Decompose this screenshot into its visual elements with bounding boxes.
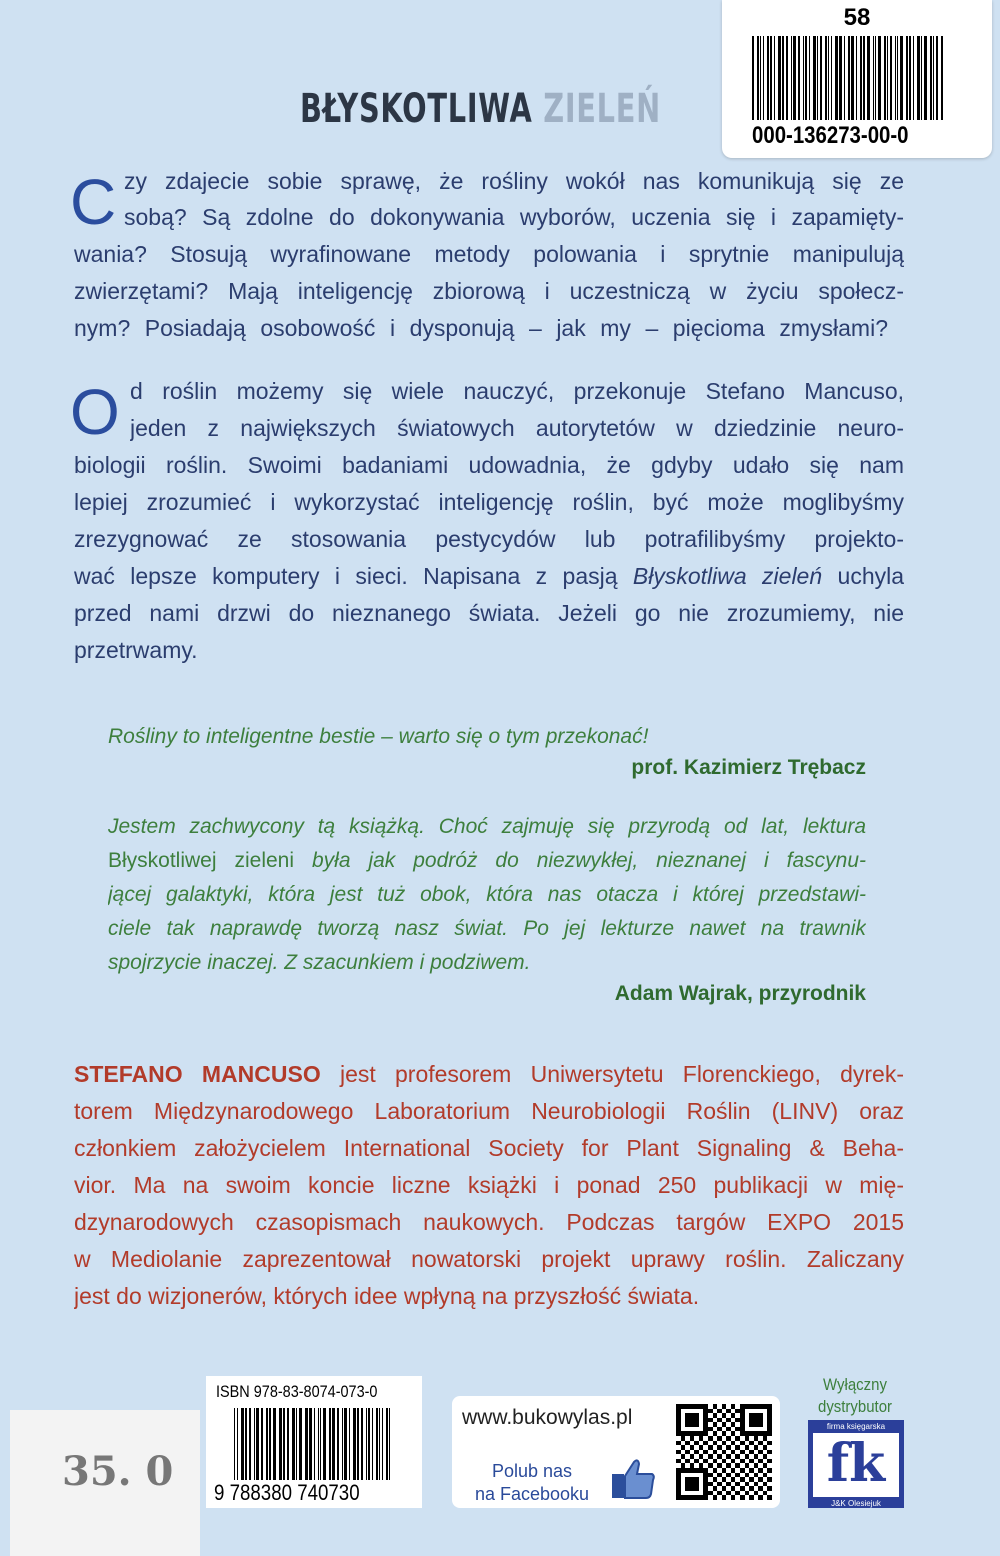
- barcode-bar: [287, 1408, 289, 1480]
- quote-line: spojrzycie inaczej. Z szacunkiem i podziwem.: [108, 951, 531, 974]
- barcode-bar: [266, 1408, 268, 1480]
- barcode-bar: [299, 1408, 302, 1480]
- barcode-bar: [890, 36, 892, 120]
- barcode-bar: [786, 36, 788, 120]
- qr-module: [767, 1495, 772, 1500]
- sticker-number: 58: [843, 4, 871, 31]
- quote-line: Błyskotliwej zieleni była jak podróż do niezwykłej, nieznanej i fascynu-: [108, 849, 866, 872]
- publisher-url[interactable]: www.bukowylas.pl: [462, 1406, 633, 1429]
- description-line: wać lepsze komputery i sieci. Napisana z pasją Błyskotliwa zieleń uchyla: [74, 563, 904, 589]
- barcode-bar: [366, 1408, 367, 1480]
- barcode-bar: [817, 36, 818, 120]
- barcode-bar: [878, 36, 881, 120]
- barcode-bar: [241, 1408, 244, 1480]
- barcode-bar: [386, 1408, 388, 1480]
- barcode-bar: [805, 36, 807, 120]
- barcode-bar: [309, 1408, 312, 1480]
- barcode-bar: [344, 1408, 347, 1480]
- barcode-bar: [357, 1408, 359, 1480]
- isbn-barcode: [206, 1376, 422, 1508]
- description-line: przetrwamy.: [74, 637, 198, 663]
- barcode-bar: [318, 1408, 319, 1480]
- description-line: d roślin możemy się wiele nauczyć, przekonuje Stefano Mancuso,: [130, 378, 904, 404]
- barcode-bar: [379, 1408, 380, 1480]
- barcode-bar: [820, 36, 822, 120]
- barcode-bar: [283, 1408, 285, 1480]
- bio-line: STEFANO MANCUSO jest profesorem Uniwersytetu Florenckiego, dyrek-: [74, 1061, 904, 1087]
- barcode-bar: [774, 36, 775, 120]
- barcode-bar: [798, 36, 800, 120]
- barcode-bar: [269, 1408, 271, 1480]
- barcode-bar: [875, 36, 876, 120]
- barcode-bar: [389, 1408, 390, 1480]
- barcode-bar: [900, 36, 903, 120]
- intro-line: sobą? Są zdolne do dokonywania wyborów, uczenia się i zapamięty-: [124, 204, 904, 230]
- barcode-bar: [930, 36, 932, 120]
- quote-line: ciele tak naprawdę tworzą nasz świat. Po jej lekturze nawet na trawnik: [108, 917, 866, 940]
- distributor-label: Wyłączny dystrybutor: [817, 1375, 893, 1416]
- barcode-bar: [261, 1408, 263, 1480]
- barcode-bar: [760, 36, 761, 120]
- barcode-bar: [234, 1408, 235, 1480]
- barcode-bar: [887, 36, 888, 120]
- barcode-bar: [831, 36, 832, 120]
- barcode-bar: [791, 36, 792, 120]
- barcode-bar: [273, 1408, 276, 1480]
- barcode-bar: [763, 36, 764, 120]
- barcode-bar: [770, 36, 772, 120]
- barcode-bar: [941, 36, 943, 120]
- bio-line: vior. Ma na swoim koncie liczne książki i ponad 250 publikacji w mię-: [74, 1172, 904, 1198]
- intro-line: wania? Stosują wyrafinowane metody polowania i sprytnie manipulują: [74, 241, 904, 267]
- barcode-bar: [863, 36, 865, 120]
- quote-author: Adam Wajrak, przyrodnik: [614, 982, 866, 1005]
- barcode-bar: [254, 1408, 255, 1480]
- barcode-bar: [913, 36, 914, 120]
- barcode-bar: [752, 36, 754, 120]
- barcode-icon: [752, 36, 962, 120]
- price-sticker: [10, 1410, 200, 1556]
- barcode-bar: [767, 36, 769, 120]
- barcode-bar: [292, 1408, 295, 1480]
- isbn-digits: 9 788380 740730: [214, 1480, 360, 1505]
- barcode-bar: [320, 1408, 321, 1480]
- barcode-bar: [809, 36, 810, 120]
- bio-line: członkiem założycielem International Society for Plant Signaling & Beha-: [74, 1135, 904, 1161]
- book-title-italic: Błyskotliwa zieleń: [632, 563, 823, 589]
- distributor-logo: firma księgarska fk J&K Olesiejuk: [808, 1420, 904, 1508]
- drop-cap: O: [70, 376, 120, 448]
- bio-line: w Mediolanie zaprezentował nowatorski projekt uprawy roślin. Zaliczany: [74, 1246, 904, 1272]
- drop-cap: C: [70, 166, 117, 238]
- barcode-bar: [897, 36, 898, 120]
- barcode-bar: [867, 36, 870, 120]
- barcode-bar: [851, 36, 854, 120]
- barcode-bar: [906, 36, 908, 120]
- barcode-bar: [279, 1408, 282, 1480]
- barcode-bar: [909, 36, 911, 120]
- barcode-bar: [757, 36, 759, 120]
- quote-line: Rośliny to inteligentne bestie – warto się o tym przekonać!: [108, 725, 649, 748]
- barcode-bar: [361, 1408, 363, 1480]
- barcode-bar: [839, 36, 842, 120]
- description-line: zrezygnować ze stosowania pestycydów lub potrafilibyśmy projekto-: [74, 526, 904, 552]
- barcode-bar: [895, 36, 896, 120]
- intro-line: zwierzętami? Mają inteligencję zbiorową i uczestniczą w życiu społecz-: [74, 278, 904, 304]
- bio-line: jest do wizjonerów, których idee wpłyną na przyszłość świata.: [74, 1283, 700, 1309]
- isbn-label: ISBN 978-83-8074-073-0: [216, 1382, 378, 1401]
- barcode-bar: [314, 1408, 315, 1480]
- intro-line: zy zdajecie sobie sprawę, że rośliny wokół nas komunikują się ze: [124, 168, 904, 194]
- description-line: jeden z największych światowych autorytetów w dziedzinie neuro-: [130, 415, 904, 441]
- barcode-bar: [376, 1408, 378, 1480]
- barcode-icon: [234, 1408, 414, 1480]
- bio-line: torem Międzynarodowego Laboratorium Neurobiologii Roślin (LINV) oraz: [74, 1098, 904, 1124]
- thumbs-up-icon: [610, 1454, 656, 1500]
- barcode-bar: [782, 36, 784, 120]
- barcode-bar: [793, 36, 796, 120]
- barcode-bar: [924, 36, 927, 120]
- barcode-bar: [372, 1408, 373, 1480]
- library-barcode-sticker: [722, 0, 992, 158]
- barcode-bar: [848, 36, 850, 120]
- barcode-bar: [844, 36, 845, 120]
- barcode-bar: [353, 1408, 356, 1480]
- quote-line: jącej galaktyki, która jest tuż obok, która nas otacza i której przedstawi-: [108, 883, 866, 906]
- barcode-bar: [825, 36, 827, 120]
- barcode-bar: [256, 1408, 259, 1480]
- barcode-bar: [296, 1408, 297, 1480]
- barcode-bar: [933, 36, 934, 120]
- quote-author: prof. Kazimierz Trębacz: [631, 756, 866, 779]
- barcode-bar: [778, 36, 781, 120]
- barcode-bar: [237, 1408, 238, 1480]
- qr-code-icon[interactable]: [676, 1404, 772, 1500]
- author-name: STEFANO MANCUSO: [74, 1061, 321, 1087]
- price: 35. 0: [62, 1448, 174, 1495]
- barcode-bar: [803, 36, 804, 120]
- barcode-bar: [342, 1408, 343, 1480]
- book-title: BŁYSKOTLIWA ZIELEŃ: [300, 86, 661, 132]
- barcode-bar: [835, 36, 838, 120]
- barcode-bar: [323, 1408, 326, 1480]
- barcode-bar: [349, 1408, 350, 1480]
- barcode-bar: [856, 36, 857, 120]
- facebook-text[interactable]: Polub nas na Facebooku: [474, 1461, 590, 1504]
- quote-line: Jestem zachwycony tą książką. Choć zajmuję się przyrodą od lat, lektura: [108, 815, 866, 838]
- barcode-bar: [873, 36, 874, 120]
- barcode-bar: [337, 1408, 339, 1480]
- barcode-bar: [917, 36, 920, 120]
- barcode-bar: [382, 1408, 383, 1480]
- barcode-bar: [249, 1408, 251, 1480]
- barcode-bar: [329, 1408, 331, 1480]
- bio-line: dzynarodowych czasopismach naukowych. Podczas targów EXPO 2015: [74, 1209, 904, 1235]
- description-line: przed nami drzwi do nieznanego świata. Jeżeli go nie zrozumiemy, nie: [74, 600, 904, 626]
- description-line: biologii roślin. Swoimi badaniami udowadnia, że gdyby udało się nam: [74, 452, 904, 478]
- sticker-code: 000-136273-00-0: [752, 122, 909, 149]
- barcode-bar: [368, 1408, 370, 1480]
- description-line: lepiej zrozumieć i wykorzystać inteligencję roślin, być może moglibyśmy: [74, 489, 904, 515]
- barcode-bar: [813, 36, 816, 120]
- barcode-bar: [245, 1408, 247, 1480]
- barcode-bar: [305, 1408, 308, 1480]
- barcode-bar: [884, 36, 886, 120]
- barcode-bar: [828, 36, 829, 120]
- publisher-box: [452, 1396, 780, 1508]
- barcode-bar: [332, 1408, 335, 1480]
- barcode-bar: [921, 36, 922, 120]
- barcode-bar: [936, 36, 938, 120]
- barcode-bar: [860, 36, 862, 120]
- intro-line: nym? Posiadają osobowość i dysponują – jak my – pięcioma zmysłami?: [74, 315, 888, 341]
